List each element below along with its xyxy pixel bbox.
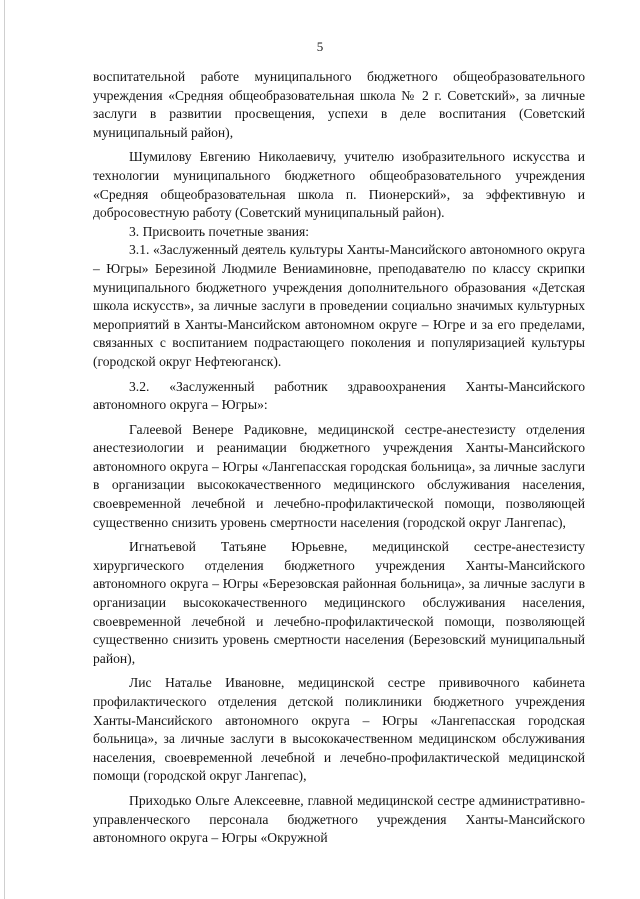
paragraph-section-3-1: 3.1. «Заслуженный деятель культуры Ханты-Мансийского автономного округа – Югры» Березиной Людмиле Вениаминовне, преподавателю по классу скрипки муниципального бюджетного учреждения дополнительного образования «Детская школа искусств», за личные заслуги в проведении социально значимых культурных мероприятий в Ханты-Мансийском автономном округе – Югре и за его пределами, связанных с воспитанием подрастающего поколения и популяризацией культуры (городской округ Нефтеюганск).: [93, 242, 585, 369]
page-number: 5: [316, 39, 324, 54]
paragraph-award-prikhodko: Приходько Ольге Алексеевне, главной медицинской сестре административно-управленческого персонала бюджетного учреждения Ханты-Мансийского автономного округа – Югры «Окружной: [93, 792, 585, 846]
paragraph-award-shumilov: Шумилову Евгению Николаевичу, учителю изобразительного искусства и технологии муниципального бюджетного общеобразовательного учреждения «Средняя общеобразовательная школа п. Пионерский», за эффективную и добросовестную работу (Советский муниципальный район).: [93, 149, 585, 221]
page-edge-shadow: [4, 0, 5, 899]
paragraph-section-3-heading: 3. Присвоить почетные звания:: [129, 223, 310, 239]
paragraph-award-lis: Лис Наталье Ивановне, медицинской сестре прививочного кабинета профилактического отделения детской поликлиники бюджетного учреждения Ханты-Мансийского автономного округа – Югры «Лангепасская городская больница», за личные заслуги в высококачественном медицинском обслуживания населения, своевременной лечебной и лечебно-профилактической медицинской помощи (городской округ Лангепас),: [93, 675, 585, 784]
paragraph-award-galeeva: Галеевой Венере Радиковне, медицинской сестре-анестезисту отделения анестезиологии и реанимации бюджетного учреждения Ханты-Мансийского автономного округа – Югры «Лангепасская городская больница», за личные заслуги в организации высококачественного медицинского обслуживания населения, своевременной лечебной и лечебно-профилактической помощи, позволяющей существенно снизить уровень смертности населения (городской округ Лангепас),: [93, 421, 585, 530]
paragraph-award-ignatieva: Игнатьевой Татьяне Юрьевне, медицинской сестре-анестезисту хирургического отделения бюджетного учреждения Ханты-Мансийского автономного округа – Югры «Березовская районная больница», за личные заслуги в организации высококачественного медицинского обслуживания населения, своевременной лечебной и лечебно-профилактической помощи, позволяющей существенно снизить уровень смертности населения (Березовский муниципальный район),: [93, 539, 585, 666]
paragraph-section-3-2: 3.2. «Заслуженный работник здравоохранения Ханты-Мансийского автономного округа – Югры»:: [93, 378, 585, 413]
paragraph-award-continuation: воспитательной работе муниципального бюджетного общеобразовательного учреждения «Средняя общеобразовательная школа № 2 г. Советский», за личные заслуги в развитии просвещения, успехи в деле воспитания (Советский муниципальный район),: [93, 69, 585, 140]
document-body: [93, 68, 585, 848]
